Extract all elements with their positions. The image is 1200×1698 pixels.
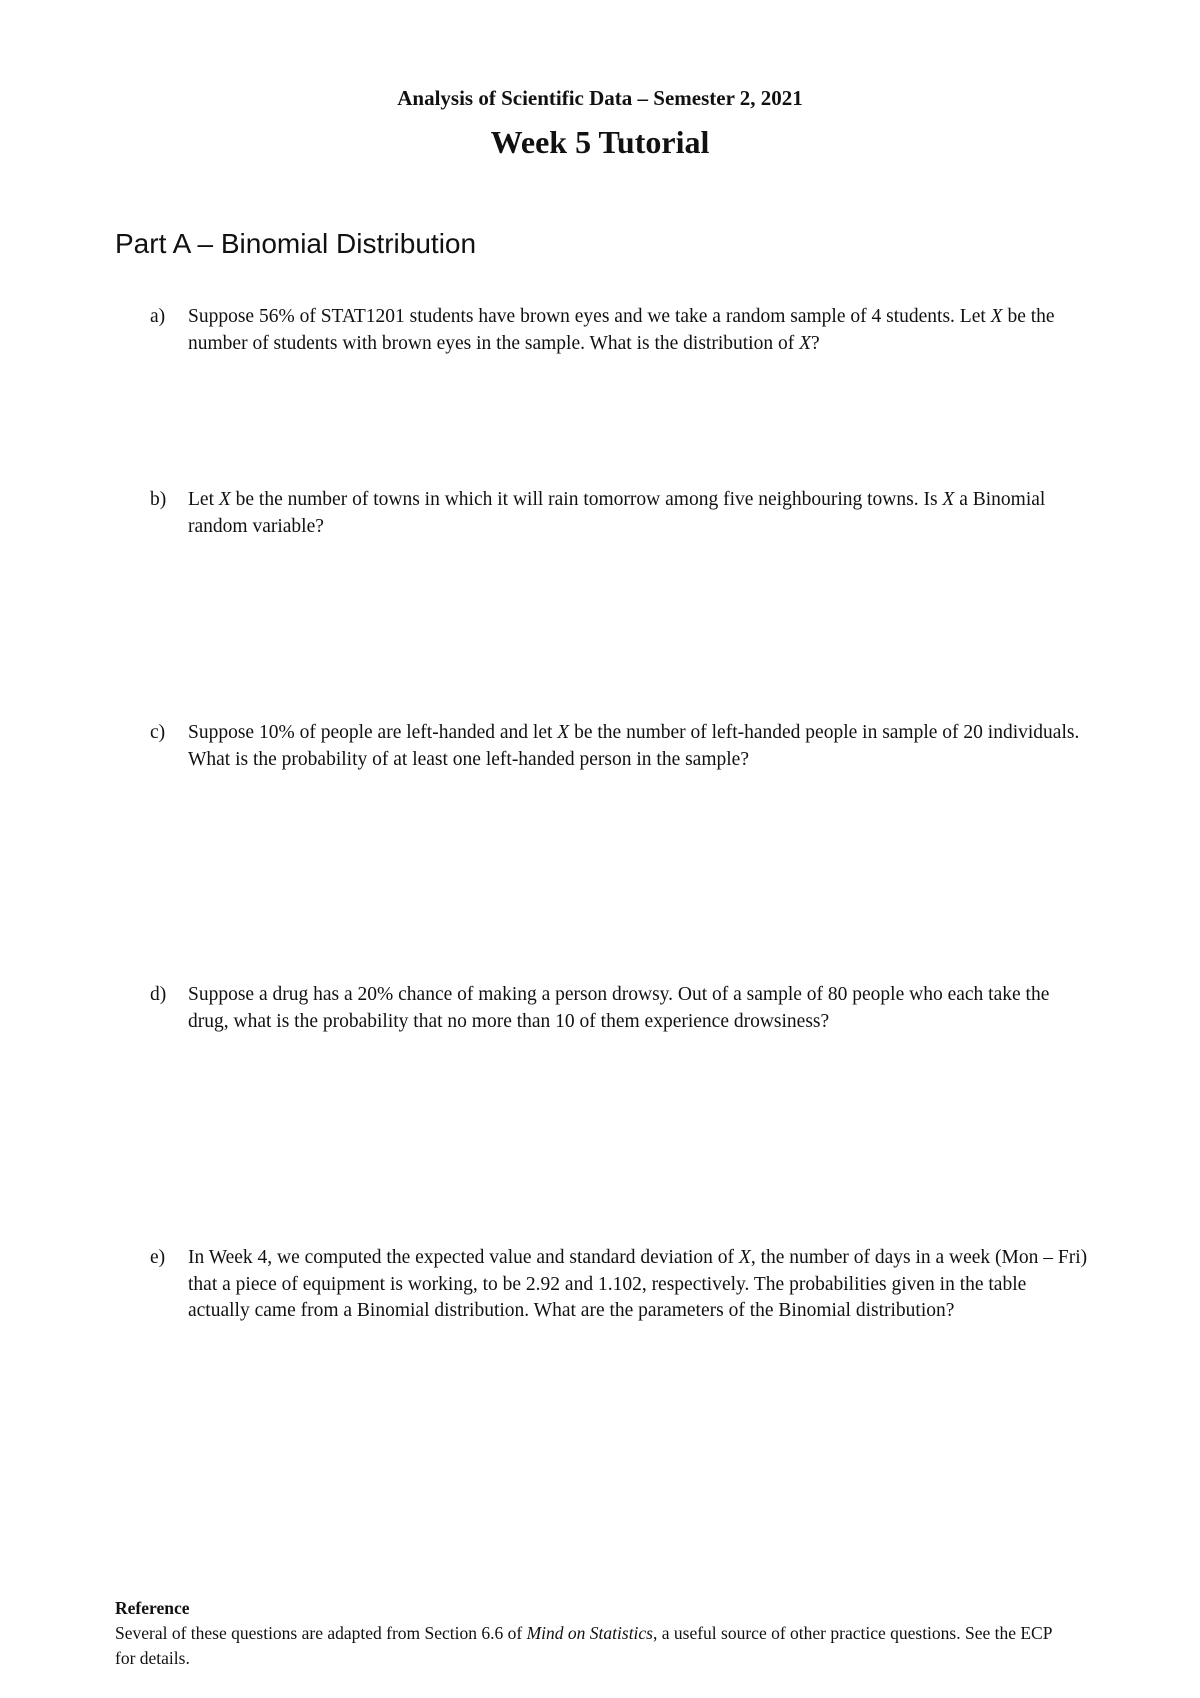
question-text: Suppose 10% of people are left-handed and let X be the number of left-handed people in sample of 20 individuals. What is the probability of at least one left-handed person in the sample? xyxy=(188,722,1080,770)
variable-x: X xyxy=(557,722,570,743)
question-c xyxy=(150,720,1090,773)
variable-x: X xyxy=(990,306,1003,327)
reference-text xyxy=(115,1621,1075,1671)
question-marker: d) xyxy=(150,984,167,1005)
question-marker: c) xyxy=(150,722,166,743)
question-text: In Week 4, we computed the expected value and standard deviation of X, the number of days in a week (Mon – Fri) that a piece of equipment is working, to be 2.92 and 1.102, respectively. The probabilities given in the table actually came from a Binomial distribution. What are the parameters of the Binomial distribution? xyxy=(188,1247,1088,1321)
course-title: Analysis of Scientific Data – Semester 2, 2021 xyxy=(397,86,803,110)
variable-x: X xyxy=(738,1247,751,1268)
question-marker: a) xyxy=(150,306,166,327)
question-text: Suppose 56% of STAT1201 students have brown eyes and we take a random sample of 4 students. Let X be the number of students with brown eyes in the sample. What is the distribution of X? xyxy=(188,306,1055,354)
reference-title: Reference xyxy=(115,1598,190,1618)
question-a xyxy=(150,304,1090,357)
section-heading: Part A – Binomial Distribution xyxy=(115,228,477,259)
question-e xyxy=(150,1245,1090,1325)
variable-x: X xyxy=(942,489,955,510)
question-d xyxy=(150,982,1090,1035)
question-marker: e) xyxy=(150,1247,166,1268)
variable-x: X xyxy=(218,489,231,510)
question-text: Suppose a drug has a 20% chance of making a person drowsy. Out of a sample of 80 people who each take the drug, what is the probability that no more than 10 of them experience drowsiness? xyxy=(188,984,1050,1032)
question-marker: b) xyxy=(150,489,167,510)
question-b xyxy=(150,487,1090,540)
book-title: Mind on Statistics xyxy=(526,1623,653,1643)
reference-text-after: , a useful source of other practice questions. See the ECP for details. xyxy=(115,1623,1052,1668)
reference-section xyxy=(115,1596,1075,1671)
reference-text-before: Several of these questions are adapted from Section 6.6 of xyxy=(115,1623,527,1643)
question-text: Let X be the number of towns in which it will rain tomorrow among five neighbouring towns. Is X a Binomial random variable? xyxy=(188,489,1046,537)
variable-x: X xyxy=(799,332,812,354)
page-title: Week 5 Tutorial xyxy=(490,124,710,160)
